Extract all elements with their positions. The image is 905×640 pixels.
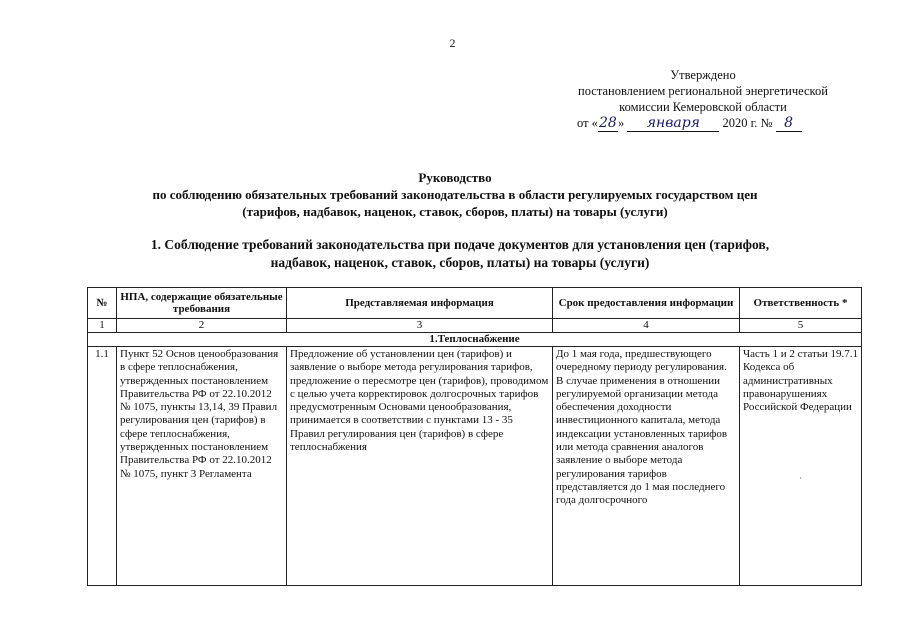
title-line-2: по соблюдению обязательных требований законодательства в области регулируемых государством цен [152, 187, 758, 202]
section-line-1: 1. Соблюдение требований законодательства при подаче документов для установления цен (тарифов, [150, 237, 770, 252]
table-header-row [88, 288, 862, 319]
title-line-3: (тарифов, надбавок, наценок, ставок, сборов, платы) на товары (услуги) [242, 204, 668, 219]
group-label: 1.Теплоснабжение [88, 333, 862, 347]
title-line-1: Руководство [418, 170, 492, 185]
date-mid: » [617, 116, 625, 130]
page-number: 2 [449, 36, 456, 50]
requirements-table [87, 287, 862, 586]
row-responsibility [740, 347, 862, 586]
column-number: 4 [553, 319, 740, 333]
header-deadline: Срок предоставления информации [553, 288, 740, 319]
handwritten-number: 8 [776, 115, 802, 132]
responsibility-text: Часть 1 и 2 статьи 19.7.1 Кодекса об административных правонарушениях Российской Федерации [743, 348, 859, 414]
document-title [60, 169, 850, 220]
row-number: 1.1 [88, 347, 117, 586]
approval-line-3: комиссии Кемеровской области [619, 100, 787, 114]
column-number: 2 [117, 319, 287, 333]
header-information: Представляемая информация [287, 288, 553, 319]
date-year: 2020 г. № [722, 116, 773, 130]
header-npa: НПА, содержащие обязательные требования [117, 288, 287, 319]
header-responsibility: Ответственность * [740, 288, 862, 319]
table-row [88, 347, 862, 586]
approval-line-1: Утверждено [670, 68, 736, 82]
handwritten-day: 28 [599, 115, 617, 131]
approval-block [548, 67, 858, 132]
section-line-2: надбавок, наценок, ставок, сборов, платы) на товары (услуги) [270, 255, 650, 270]
date-prefix: от « [577, 116, 598, 130]
column-numbers-row [88, 319, 862, 333]
handwritten-month: января [627, 115, 719, 132]
column-number: 3 [287, 319, 553, 333]
approval-date-line [548, 115, 858, 132]
approval-line-2: постановлением региональной энергетической [578, 84, 828, 98]
header-number: № [88, 288, 117, 319]
section-heading [80, 236, 840, 272]
row-npa: Пункт 52 Основ ценообразования в сфере теплоснабжения, утвержденных постановлением Правительства РФ от 22.10.2012 № 1075, пункты 13,14, 39 Правил регулирования цен (тарифов) в сфере теплоснабжения, утвержденных постановлением Правительства РФ от 22.10.2012 № 1075, пункт 3 Регламента [117, 347, 287, 586]
group-row [88, 333, 862, 347]
row-deadline: До 1 мая года, предшествующего очередному периоду регулирования. В случае применения в отношении регулируемой организации метода обеспечения доходности инвестиционного капитала, метода индексации установленных тарифов или метода сравнения аналогов заявление о выборе метода регулирования тарифов представляется до 1 мая последнего года долгосрочного [553, 347, 740, 586]
column-number: 5 [740, 319, 862, 333]
scan-mark: · [799, 473, 802, 484]
row-information: Предложение об установлении цен (тарифов) и заявление о выборе метода регулирования тарифов, предложение о пересмотре цен (тарифов), проводимом с целью учета корректировок долгосрочных тарифов предусмотренным Основами ценообразования, принимается в соответствии с пунктами 13 - 35 Правил регулирования цен (тарифов) в сфере теплоснабжения [287, 347, 553, 586]
column-number: 1 [88, 319, 117, 333]
